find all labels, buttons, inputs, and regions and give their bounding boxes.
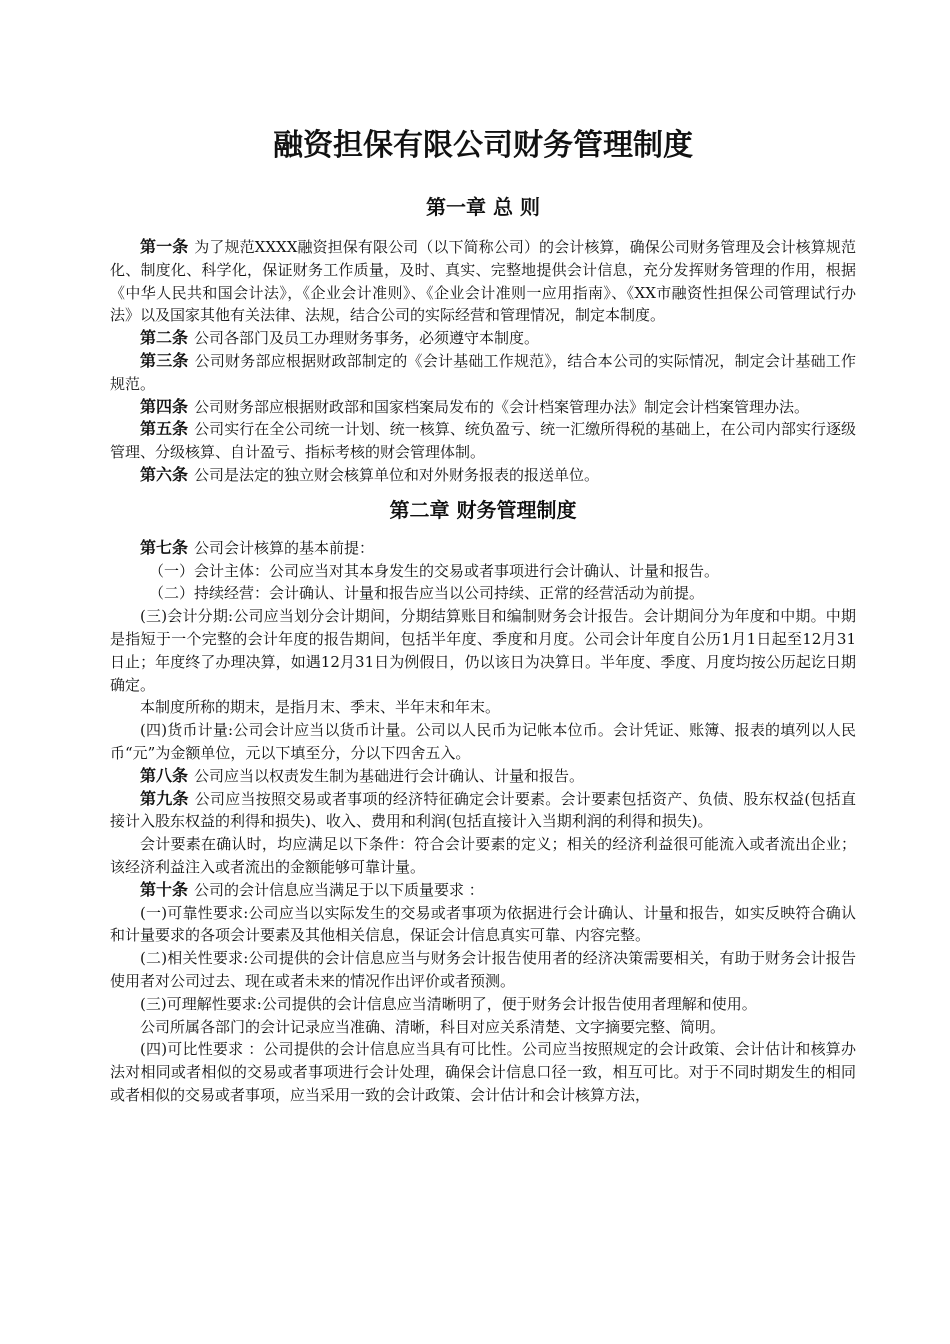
article-text: 为了规范XXXX融资担保有限公司（以下简称公司）的会计核算，确保公司财务管理及会计核算规范化、制度化、科学化，保证财务工作质量，及时、真实、完整地提供会计信息，充分发挥财务管理的作用，根据《中华人民共和国会计法》，《企业会计准则》、《企业会计准则一应用指南》、《XX市融资性担保公司管理试行办法》以及国家其他有关法律、法规，结合公司的实际经营和管理情况，制定本制度。 xyxy=(110,238,856,325)
paragraph-recognition-conditions: 会计要素在确认时，均应满足以下条件：符合会计要素的定义；相关的经济利益很可能流入或者流出企业；该经济利益注入或者流出的金额能够可靠计量。 xyxy=(110,835,856,876)
article-label: 第五条 xyxy=(140,419,189,439)
article-label: 第三条 xyxy=(140,350,189,370)
clause-understandability: (三)可理解性要求:公司提供的会计信息应当清晰明了，便于财务会计报告使用者理解和使用。 xyxy=(140,994,757,1013)
paragraph-records: 公司所属各部门的会计记录应当准确、清晰，科目对应关系清楚、文字摘要完整、简明。 xyxy=(140,1017,726,1036)
article-label: 第二条 xyxy=(140,328,189,348)
article-3 xyxy=(110,350,856,396)
article-label: 第八条 xyxy=(140,765,189,785)
article-text: 公司实行在全公司统一计划、统一核算、统负盈亏、统一汇缴所得税的基础上，在公司内部实行逐级管理、分级核算、自计盈亏、指标考核的财会管理体制。 xyxy=(110,420,856,462)
article-label: 第一条 xyxy=(140,237,189,256)
article-text: 公司财务部应根据财政部和国家档案局发布的《会计档案管理办法》制定会计档案管理办法。 xyxy=(194,397,810,416)
clause-comparability: (四)可比性要求 ：公司提供的会计信息应当具有可比性。公司应当按照规定的会计政策、会计估计和核算办法对相同或者相似的交易或者事项进行会计处理，确保会计信息口径一致，相互可比。对于不同时期发生的相同或者相似的交易或者事项，应当采用一致的会计政策、会计估计和会计核算方法， xyxy=(110,1040,856,1104)
article-text: 公司会计核算的基本前提： xyxy=(194,538,375,557)
article-5 xyxy=(110,418,856,464)
article-text: 公司应当按照交易或者事项的经济特征确定会计要素。会计要素包括资产、负债、股东权益(包括直接计入股东权益的利得和损失)、收入、费用和利润(包括直接计入当期利润的利得和损失)。 xyxy=(110,789,856,831)
article-9 xyxy=(110,788,856,834)
article-label: 第七条 xyxy=(140,537,189,557)
clause-relevance: (二)相关性要求:公司提供的会计信息应当与财务会计报告使用者的经济决策需要相关，有助于财务会计报告使用者对公司过去、现在或者未来的情况作出评价或者预测。 xyxy=(110,949,856,990)
clause-reliability: (一)可靠性要求:公司应当以实际发生的交易或者事项为依据进行会计确认、计量和报告，如实反映符合确认和计量要求的各项会计要素及其他相关信息，保证会计信息真实可靠、内容完整。 xyxy=(110,903,856,945)
article-4 xyxy=(110,396,856,419)
article-6 xyxy=(110,464,856,487)
clause-accounting-period: (三)会计分期:公司应当划分会计期间，分期结算账目和编制财务会计报告。会计期间分为年度和中期。中期是指短于一个完整的会计年度的报告期间，包括半年度、季度和月度。公司会计年度自公历1月1日起至12月31日止；年度终了办理决算，如遇12月31日为例假日，仍以该日为决算日。半年度、季度、月度均按公历起讫日期确定。 xyxy=(110,607,856,694)
article-text: 公司各部门及员工办理财务事务，必须遵守本制度。 xyxy=(194,329,540,348)
article-label: 第十条 xyxy=(140,879,189,899)
clause-going-concern: （二）持续经营：会计确认、计量和报告应当以公司持续、正常的经营活动为前提。 xyxy=(149,584,705,603)
article-label: 第九条 xyxy=(140,788,189,808)
paragraph-period-end: 本制度所称的期末，是指月末、季末、半年末和年末。 xyxy=(140,698,501,717)
chapter-heading-1: 第一章 总 则 xyxy=(426,195,540,219)
article-label: 第六条 xyxy=(140,464,189,484)
document-title: 融资担保有限公司财务管理制度 xyxy=(273,128,693,163)
article-text: 公司的会计信息应当满足于以下质量要求 ： xyxy=(194,880,484,899)
article-8 xyxy=(110,765,856,788)
document-page xyxy=(110,0,856,1107)
clause-accounting-entity: （一）会计主体：公司应当对其本身发生的交易或者事项进行会计确认、计量和报告。 xyxy=(149,561,720,580)
article-2 xyxy=(110,327,856,350)
article-text: 公司是法定的独立财会核算单位和对外财务报表的报送单位。 xyxy=(194,465,600,484)
article-10 xyxy=(110,879,856,902)
article-text: 公司财务部应根据财政部制定的《会计基础工作规范》，结合本公司的实际情况，制定会计基础工作规范。 xyxy=(110,351,856,393)
clause-monetary-measurement: (四)货币计量:公司会计应当以货币计量。公司以人民币为记帐本位币。会计凭证、账簿、报表的填列以人民币“元”为金额单位，元以下填至分，分以下四舍五入。 xyxy=(110,721,856,762)
article-text: 公司应当以权责发生制为基础进行会计确认、计量和报告。 xyxy=(194,766,585,785)
article-label: 第四条 xyxy=(140,396,189,416)
article-7 xyxy=(110,537,856,560)
article-1 xyxy=(110,236,856,327)
chapter-heading-2: 第二章 财务管理制度 xyxy=(389,497,577,522)
